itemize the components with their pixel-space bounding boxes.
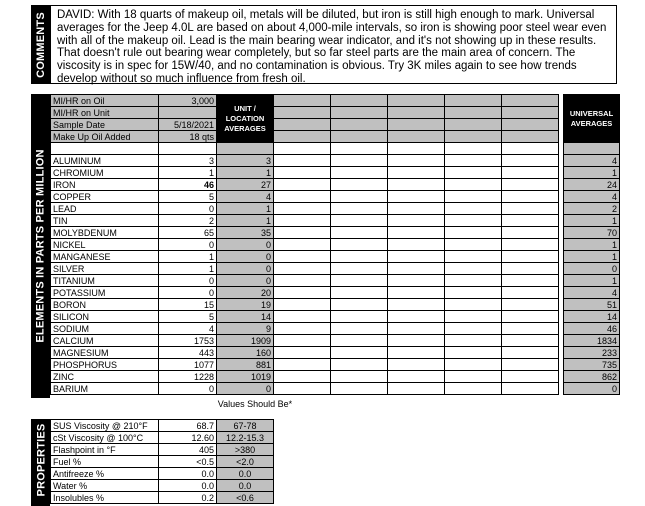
element-value: 15 xyxy=(159,299,217,311)
empty-cell xyxy=(388,239,445,251)
empty-cell xyxy=(502,371,559,383)
element-value: 46 xyxy=(159,179,217,191)
property-should-be: <2.0 xyxy=(217,456,274,468)
element-name: TIN xyxy=(51,215,159,227)
empty-cell xyxy=(331,347,388,359)
sample-info-value xyxy=(159,107,217,119)
empty-cell xyxy=(502,95,559,107)
gap-cell xyxy=(559,119,564,131)
empty-cell xyxy=(445,311,502,323)
comments-text: DAVID: With 18 quarts of makeup oil, metals will be diluted, but iron is still high enough to mark. Universal averages for the Jeep 4.0L are based on about 4,000-mile intervals, so iron is showing poor steel wear even with all of the makeup oil. Lead is the main bearing wear indicator, and it's not showing up in these results. That doesn't rule out bearing wear completely, but so far steel parts are the main area of concern. The viscosity is in spec for 15W/40, and no contamination is obvious. Try 3K miles again to see how trends develop without so much influence from fresh oil. xyxy=(50,5,617,84)
element-unit-average: 35 xyxy=(217,227,274,239)
empty-cell xyxy=(445,251,502,263)
element-universal-average: 4 xyxy=(564,287,620,299)
empty-cell xyxy=(274,203,331,215)
sample-info-label: Make Up Oil Added xyxy=(51,131,159,143)
empty-cell xyxy=(274,119,331,131)
element-unit-average: 9 xyxy=(217,323,274,335)
property-row xyxy=(51,468,274,480)
property-name: Insolubles % xyxy=(51,492,159,504)
empty-cell xyxy=(274,239,331,251)
empty-cell xyxy=(388,311,445,323)
element-value: 1 xyxy=(159,263,217,275)
element-universal-average: 24 xyxy=(564,179,620,191)
empty-cell xyxy=(388,383,445,395)
empty-cell xyxy=(274,167,331,179)
property-should-be: 0.0 xyxy=(217,468,274,480)
element-unit-average: 1 xyxy=(217,203,274,215)
property-should-be: 12.2-15.3 xyxy=(217,432,274,444)
element-row xyxy=(51,335,620,347)
empty-cell xyxy=(331,335,388,347)
property-should-be: <0.6 xyxy=(217,492,274,504)
empty-cell xyxy=(502,311,559,323)
empty-cell xyxy=(388,263,445,275)
element-value: 1753 xyxy=(159,335,217,347)
element-value: 2 xyxy=(159,215,217,227)
element-unit-average: 20 xyxy=(217,287,274,299)
element-name: CHROMIUM xyxy=(51,167,159,179)
element-name: BARIUM xyxy=(51,383,159,395)
element-value: 65 xyxy=(159,227,217,239)
empty-cell xyxy=(445,167,502,179)
empty-cell xyxy=(274,155,331,167)
empty-cell xyxy=(331,107,388,119)
sample-info-row xyxy=(51,107,620,119)
property-row xyxy=(51,432,274,444)
empty-cell xyxy=(445,347,502,359)
element-value: 0 xyxy=(159,383,217,395)
empty-cell xyxy=(502,119,559,131)
empty-cell xyxy=(331,155,388,167)
empty-cell xyxy=(388,371,445,383)
empty-cell xyxy=(502,323,559,335)
empty-cell xyxy=(274,287,331,299)
empty-cell xyxy=(502,107,559,119)
element-value: 0 xyxy=(159,275,217,287)
empty-cell xyxy=(445,191,502,203)
empty-cell xyxy=(331,263,388,275)
element-name: SILICON xyxy=(51,311,159,323)
element-name: BORON xyxy=(51,299,159,311)
property-should-be: 0.0 xyxy=(217,480,274,492)
empty-cell xyxy=(388,167,445,179)
empty-cell xyxy=(274,383,331,395)
property-value: 0.2 xyxy=(159,492,217,504)
empty-cell xyxy=(331,299,388,311)
empty-cell xyxy=(331,287,388,299)
element-unit-average: 1 xyxy=(217,167,274,179)
element-value: 5 xyxy=(159,311,217,323)
empty-cell xyxy=(388,287,445,299)
element-name: COPPER xyxy=(51,191,159,203)
element-name: MANGANESE xyxy=(51,251,159,263)
property-value: 0.0 xyxy=(159,468,217,480)
element-name: CALCIUM xyxy=(51,335,159,347)
element-name: ZINC xyxy=(51,371,159,383)
empty-cell xyxy=(502,263,559,275)
empty-cell xyxy=(274,299,331,311)
element-unit-average: 0 xyxy=(217,239,274,251)
element-unit-average: 160 xyxy=(217,347,274,359)
property-should-be: 67-78 xyxy=(217,420,274,432)
element-row xyxy=(51,239,620,251)
element-unit-average: 881 xyxy=(217,359,274,371)
element-unit-average: 0 xyxy=(217,251,274,263)
empty-cell xyxy=(331,203,388,215)
empty-cell xyxy=(331,323,388,335)
empty-cell xyxy=(331,239,388,251)
comments-label: COMMENTS xyxy=(34,11,47,78)
empty-cell xyxy=(388,179,445,191)
element-row xyxy=(51,323,620,335)
element-universal-average: 2 xyxy=(564,203,620,215)
empty-cell xyxy=(388,203,445,215)
element-unit-average: 19 xyxy=(217,299,274,311)
properties-table xyxy=(50,419,274,504)
element-row xyxy=(51,371,620,383)
empty-cell xyxy=(274,131,331,143)
sample-info-label: MI/HR on Oil xyxy=(51,95,159,107)
element-value: 0 xyxy=(159,203,217,215)
gap-cell xyxy=(559,131,564,143)
empty-cell xyxy=(502,167,559,179)
empty-cell xyxy=(502,383,559,395)
empty-cell xyxy=(445,107,502,119)
empty-cell xyxy=(331,95,388,107)
empty-cell xyxy=(502,359,559,371)
empty-cell xyxy=(445,323,502,335)
empty-cell xyxy=(388,215,445,227)
property-row xyxy=(51,480,274,492)
empty-cell xyxy=(388,251,445,263)
element-value: 3 xyxy=(159,155,217,167)
element-universal-average: 1 xyxy=(564,215,620,227)
element-row xyxy=(51,275,620,287)
empty-cell xyxy=(274,347,331,359)
empty-cell xyxy=(502,287,559,299)
empty-cell xyxy=(51,143,159,155)
element-unit-average: 14 xyxy=(217,311,274,323)
empty-cell xyxy=(388,227,445,239)
element-name: IRON xyxy=(51,179,159,191)
element-unit-average: 0 xyxy=(217,263,274,275)
element-value: 443 xyxy=(159,347,217,359)
empty-cell xyxy=(445,155,502,167)
unit-location-averages-header: UNIT / LOCATION AVERAGES xyxy=(217,95,274,143)
empty-cell xyxy=(274,251,331,263)
universal-averages-header: UNIVERSAL AVERAGES xyxy=(564,95,620,143)
elements-label-bar xyxy=(31,94,50,398)
element-universal-average: 46 xyxy=(564,323,620,335)
empty-cell xyxy=(331,143,388,155)
element-universal-average: 862 xyxy=(564,371,620,383)
element-universal-average: 1834 xyxy=(564,335,620,347)
empty-cell xyxy=(388,119,445,131)
elements-label: ELEMENTS IN PARTS PER MILLION xyxy=(34,149,47,343)
property-name: Flashpoint in °F xyxy=(51,444,159,456)
comments-label-bar xyxy=(31,5,50,84)
empty-cell xyxy=(388,323,445,335)
element-value: 4 xyxy=(159,323,217,335)
element-row xyxy=(51,167,620,179)
element-name: MAGNESIUM xyxy=(51,347,159,359)
empty-cell xyxy=(445,203,502,215)
empty-cell xyxy=(445,227,502,239)
property-value: 12.60 xyxy=(159,432,217,444)
empty-cell xyxy=(445,119,502,131)
empty-cell xyxy=(331,371,388,383)
values-should-be-header: Values Should Be* xyxy=(217,399,293,409)
sample-info-row xyxy=(51,131,620,143)
element-universal-average: 14 xyxy=(564,311,620,323)
empty-cell xyxy=(274,371,331,383)
empty-cell xyxy=(445,287,502,299)
element-universal-average: 4 xyxy=(564,191,620,203)
property-value: <0.5 xyxy=(159,456,217,468)
element-row xyxy=(51,311,620,323)
element-universal-average: 1 xyxy=(564,251,620,263)
sample-info-value: 5/18/2021 xyxy=(159,119,217,131)
property-value: 405 xyxy=(159,444,217,456)
element-row xyxy=(51,299,620,311)
element-universal-average: 1 xyxy=(564,239,620,251)
empty-cell xyxy=(331,275,388,287)
element-value: 1077 xyxy=(159,359,217,371)
element-name: SODIUM xyxy=(51,323,159,335)
element-name: TITANIUM xyxy=(51,275,159,287)
empty-cell xyxy=(274,143,331,155)
empty-cell xyxy=(274,107,331,119)
element-value: 1 xyxy=(159,251,217,263)
sample-info-row xyxy=(51,95,620,107)
empty-cell xyxy=(159,143,217,155)
empty-cell xyxy=(331,311,388,323)
empty-cell xyxy=(388,95,445,107)
empty-cell xyxy=(388,107,445,119)
empty-cell xyxy=(502,203,559,215)
element-universal-average: 4 xyxy=(564,155,620,167)
property-name: SUS Viscosity @ 210°F xyxy=(51,420,159,432)
element-universal-average: 70 xyxy=(564,227,620,239)
element-name: LEAD xyxy=(51,203,159,215)
empty-cell xyxy=(331,167,388,179)
empty-cell xyxy=(274,227,331,239)
empty-cell xyxy=(388,299,445,311)
empty-cell xyxy=(274,191,331,203)
properties-label: PROPERTIES xyxy=(35,423,48,497)
empty-cell xyxy=(274,215,331,227)
empty-cell xyxy=(445,215,502,227)
elements-table xyxy=(50,94,620,395)
element-row xyxy=(51,155,620,167)
element-value: 1 xyxy=(159,167,217,179)
empty-cell xyxy=(274,335,331,347)
element-universal-average: 1 xyxy=(564,167,620,179)
empty-cell xyxy=(502,143,559,155)
empty-cell xyxy=(502,239,559,251)
empty-cell xyxy=(502,131,559,143)
empty-cell xyxy=(445,179,502,191)
empty-cell xyxy=(274,323,331,335)
properties-label-bar xyxy=(31,419,50,506)
element-universal-average: 1 xyxy=(564,275,620,287)
empty-cell xyxy=(274,263,331,275)
element-row xyxy=(51,251,620,263)
empty-cell xyxy=(445,383,502,395)
empty-cell xyxy=(388,143,445,155)
element-name: NICKEL xyxy=(51,239,159,251)
empty-cell xyxy=(445,275,502,287)
empty-cell xyxy=(502,179,559,191)
empty-cell xyxy=(331,191,388,203)
empty-cell xyxy=(502,347,559,359)
element-unit-average: 1909 xyxy=(217,335,274,347)
element-name: POTASSIUM xyxy=(51,287,159,299)
empty-cell xyxy=(445,359,502,371)
empty-cell xyxy=(445,371,502,383)
empty-cell xyxy=(445,95,502,107)
element-row xyxy=(51,347,620,359)
empty-cell xyxy=(331,119,388,131)
element-universal-average: 735 xyxy=(564,359,620,371)
empty-cell xyxy=(331,215,388,227)
element-unit-average: 1 xyxy=(217,215,274,227)
element-row xyxy=(51,359,620,371)
element-name: MOLYBDENUM xyxy=(51,227,159,239)
element-unit-average: 0 xyxy=(217,383,274,395)
empty-cell xyxy=(331,131,388,143)
empty-cell xyxy=(445,131,502,143)
empty-cell xyxy=(274,359,331,371)
empty-cell xyxy=(502,215,559,227)
property-name: Antifreeze % xyxy=(51,468,159,480)
empty-cell xyxy=(274,311,331,323)
element-value: 0 xyxy=(159,239,217,251)
element-universal-average: 0 xyxy=(564,263,620,275)
element-name: PHOSPHORUS xyxy=(51,359,159,371)
property-row xyxy=(51,420,274,432)
element-row xyxy=(51,263,620,275)
property-name: Fuel % xyxy=(51,456,159,468)
element-value: 0 xyxy=(159,287,217,299)
empty-cell xyxy=(445,143,502,155)
sample-info-label: MI/HR on Unit xyxy=(51,107,159,119)
property-value: 68.7 xyxy=(159,420,217,432)
empty-cell xyxy=(502,335,559,347)
empty-cell xyxy=(502,155,559,167)
empty-cell xyxy=(445,299,502,311)
empty-cell xyxy=(502,299,559,311)
element-universal-average: 51 xyxy=(564,299,620,311)
element-universal-average: 233 xyxy=(564,347,620,359)
empty-cell xyxy=(388,275,445,287)
element-row xyxy=(51,191,620,203)
property-row xyxy=(51,492,274,504)
property-name: cSt Viscosity @ 100°C xyxy=(51,432,159,444)
empty-cell xyxy=(331,179,388,191)
empty-cell xyxy=(331,227,388,239)
empty-cell xyxy=(388,155,445,167)
empty-cell xyxy=(274,95,331,107)
empty-cell xyxy=(331,251,388,263)
empty-cell xyxy=(274,179,331,191)
sample-info-row xyxy=(51,119,620,131)
empty-cell xyxy=(502,251,559,263)
element-value: 1228 xyxy=(159,371,217,383)
empty-cell xyxy=(388,359,445,371)
empty-cell xyxy=(564,143,620,155)
empty-cell xyxy=(388,335,445,347)
element-row xyxy=(51,287,620,299)
element-unit-average: 4 xyxy=(217,191,274,203)
element-name: SILVER xyxy=(51,263,159,275)
empty-cell xyxy=(388,131,445,143)
element-unit-average: 27 xyxy=(217,179,274,191)
empty-cell xyxy=(502,191,559,203)
element-unit-average: 3 xyxy=(217,155,274,167)
element-row xyxy=(51,179,620,191)
empty-cell xyxy=(502,227,559,239)
property-value: 0.0 xyxy=(159,480,217,492)
element-row xyxy=(51,203,620,215)
empty-cell xyxy=(445,239,502,251)
property-row xyxy=(51,456,274,468)
property-should-be: >380 xyxy=(217,444,274,456)
element-unit-average: 0 xyxy=(217,275,274,287)
empty-cell xyxy=(445,335,502,347)
sample-info-label: Sample Date xyxy=(51,119,159,131)
empty-cell xyxy=(388,191,445,203)
empty-cell xyxy=(217,143,274,155)
element-row xyxy=(51,215,620,227)
property-name: Water % xyxy=(51,480,159,492)
element-row xyxy=(51,383,620,395)
empty-cell xyxy=(331,359,388,371)
sample-info-value: 3,000 xyxy=(159,95,217,107)
spacer-row xyxy=(51,143,620,155)
empty-cell xyxy=(274,275,331,287)
gap-cell xyxy=(559,107,564,119)
empty-cell xyxy=(388,347,445,359)
element-universal-average: 0 xyxy=(564,383,620,395)
property-row xyxy=(51,444,274,456)
element-name: ALUMINUM xyxy=(51,155,159,167)
empty-cell xyxy=(331,383,388,395)
element-row xyxy=(51,227,620,239)
element-unit-average: 1019 xyxy=(217,371,274,383)
sample-info-value: 18 qts xyxy=(159,131,217,143)
empty-cell xyxy=(502,275,559,287)
element-value: 5 xyxy=(159,191,217,203)
empty-cell xyxy=(445,263,502,275)
